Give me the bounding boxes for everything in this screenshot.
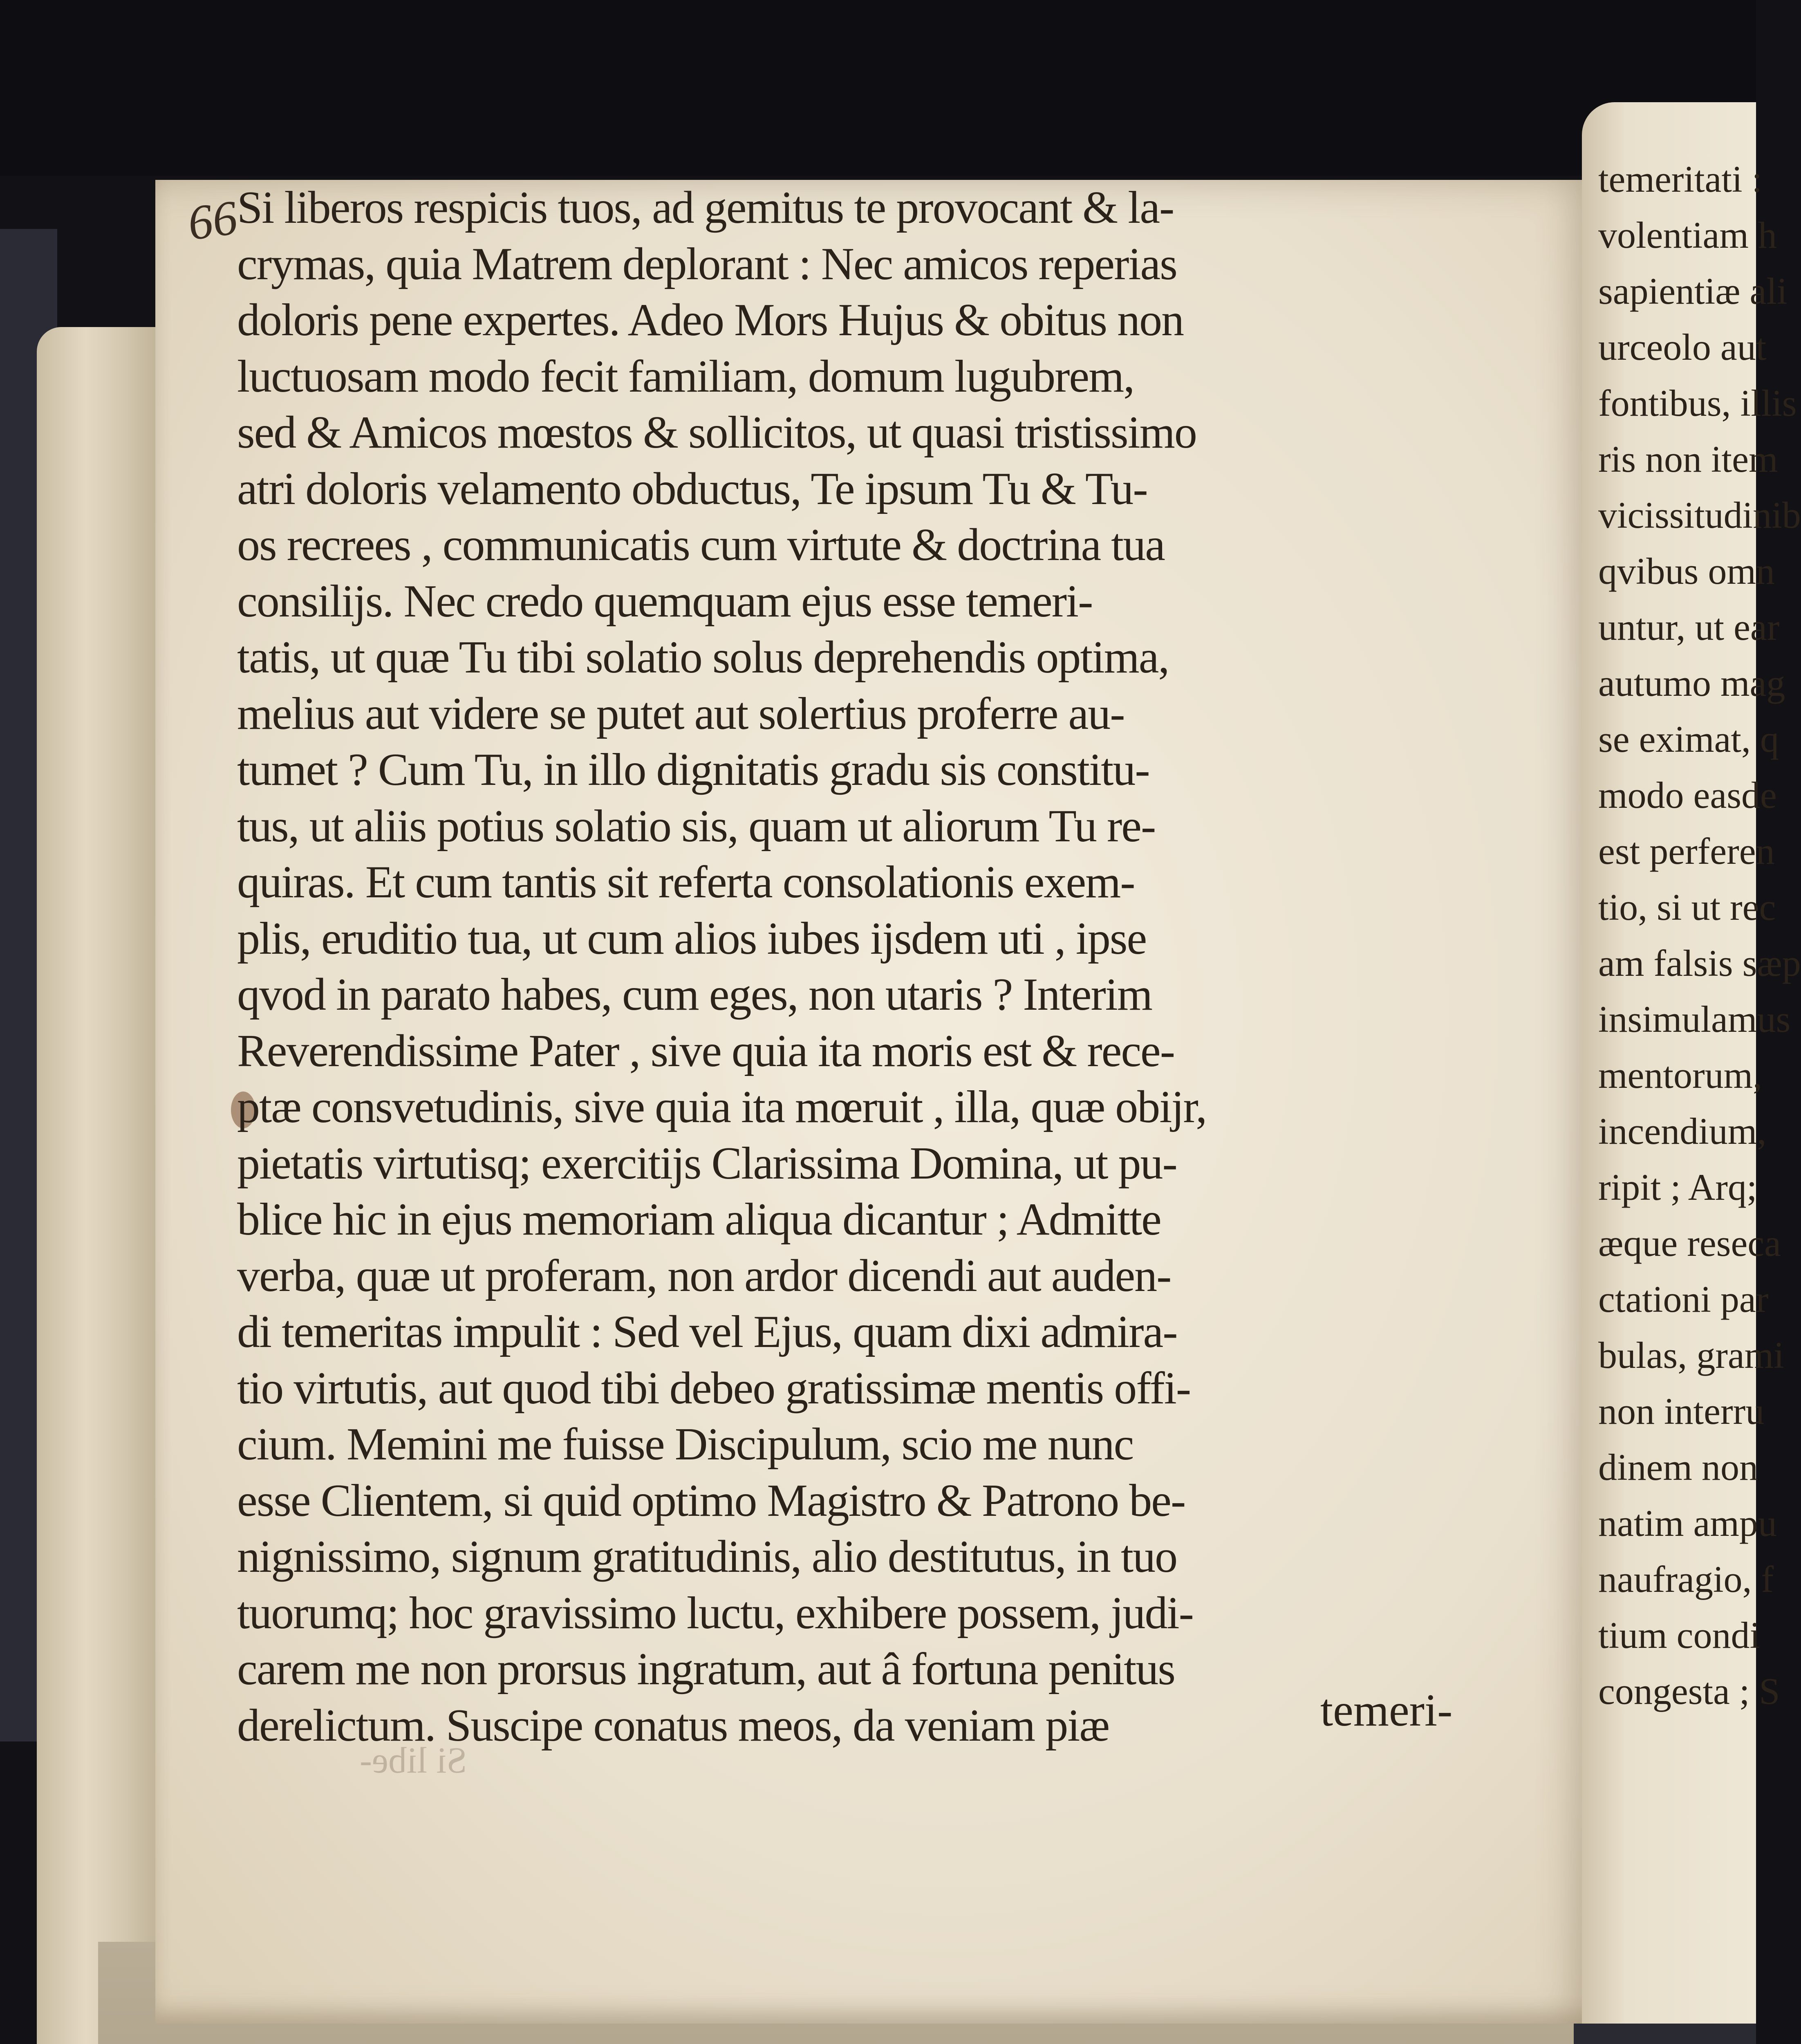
text-line: esse Clientem, si quid optimo Magistro & Patrono be- bbox=[237, 1475, 1185, 1526]
facing-line: ris non item bbox=[1598, 438, 1778, 480]
text-line: os recrees , communicatis cum virtute & doctrina tua bbox=[237, 520, 1165, 570]
book-spine-shadow bbox=[1574, 2024, 1756, 2044]
text-line: Reverendissime Pater , sive quia ita moris est & rece- bbox=[237, 1025, 1175, 1076]
facing-page bbox=[1582, 102, 1801, 2044]
text-line: tus, ut aliis potius solatio sis, quam ut aliorum Tu re- bbox=[237, 800, 1156, 852]
dark-background bbox=[0, 0, 1756, 176]
text-line: blice hic in ejus memoriam aliqua dicantur ; Admitte bbox=[237, 1194, 1161, 1245]
facing-line: naufragio, f bbox=[1598, 1558, 1774, 1600]
facing-line: temeritati : bbox=[1598, 158, 1763, 200]
facing-line: ctationi par bbox=[1598, 1278, 1769, 1320]
facing-line: congesta ; S bbox=[1598, 1670, 1780, 1712]
text-line: verba, quæ ut proferam, non ardor dicendi aut auden- bbox=[237, 1250, 1171, 1301]
facing-line: se eximat, q bbox=[1598, 718, 1779, 760]
page-number: 66 bbox=[184, 190, 241, 251]
facing-line: vicissitudinib bbox=[1598, 494, 1801, 536]
facing-line: untur, ut ear bbox=[1598, 606, 1780, 648]
page-body-text bbox=[237, 180, 1504, 1754]
facing-page-text bbox=[1598, 151, 1801, 1719]
facing-line: ripit ; Arq; bbox=[1598, 1166, 1757, 1208]
page-stack-edge bbox=[37, 327, 159, 2044]
facing-line: sapientiæ ali bbox=[1598, 270, 1788, 312]
text-line: luctuosam modo fecit familiam, domum lugubrem, bbox=[237, 351, 1134, 402]
bleed-through-text: Si libe- bbox=[360, 1740, 467, 1781]
facing-line: tio, si ut rec bbox=[1598, 886, 1776, 928]
text-line: tatis, ut quæ Tu tibi solatio solus deprehendis optima, bbox=[237, 632, 1169, 683]
text-line: tio virtutis, aut quod tibi debeo gratissimæ mentis offi- bbox=[237, 1363, 1191, 1414]
text-line: pietatis virtutisq; exercitijs Clarissima Domina, ut pu- bbox=[237, 1138, 1177, 1189]
text-line: ptæ consvetudinis, sive quia ita mœruit , illa, quæ obijr, bbox=[237, 1082, 1207, 1132]
text-line: tuorumq; hoc gravissimo luctu, exhibere possem, judi- bbox=[237, 1587, 1193, 1638]
facing-line: æque reseca bbox=[1598, 1222, 1781, 1264]
facing-line: am falsis sæp bbox=[1598, 942, 1801, 984]
facing-line: bulas, grami bbox=[1598, 1334, 1784, 1376]
text-line: crymas, quia Matrem deplorant : Nec amicos reperias bbox=[237, 238, 1177, 289]
facing-line: fontibus, illis bbox=[1598, 382, 1797, 424]
text-line: nignissimo, signum gratitudinis, alio destitutus, in tuo bbox=[237, 1531, 1177, 1582]
facing-line: urceolo aut bbox=[1598, 326, 1767, 368]
facing-line: non interru bbox=[1598, 1390, 1765, 1432]
facing-line: mentorum, bbox=[1598, 1054, 1763, 1096]
facing-line: qvibus omn bbox=[1598, 550, 1775, 592]
text-line: cium. Memini me fuisse Discipulum, scio me nunc bbox=[237, 1419, 1133, 1470]
facing-line: insimulamus bbox=[1598, 998, 1791, 1040]
text-line: qvod in parato habes, cum eges, non utaris ? Interim bbox=[237, 969, 1152, 1020]
text-line: atri doloris velamento obductus, Te ipsum Tu & Tu- bbox=[237, 463, 1147, 514]
facing-line: volentiam h bbox=[1598, 214, 1777, 256]
text-line: plis, eruditio tua, ut cum alios iubes ijsdem uti , ipse bbox=[237, 913, 1147, 964]
facing-line: autumo mag bbox=[1598, 662, 1785, 704]
text-line: doloris pene expertes. Adeo Mors Hujus & obitus non bbox=[237, 295, 1184, 345]
text-line: quiras. Et cum tantis sit referta consolationis exem- bbox=[237, 857, 1135, 908]
facing-line: incendium, bbox=[1598, 1110, 1767, 1152]
facing-line: natim ampu bbox=[1598, 1502, 1777, 1544]
text-line: carem me non prorsus ingratum, aut â fortuna penitus bbox=[237, 1644, 1175, 1694]
facing-line: dinem non bbox=[1598, 1446, 1758, 1488]
text-line: tumet ? Cum Tu, in illo dignitatis gradu sis constitu- bbox=[237, 744, 1149, 795]
text-line: consilijs. Nec credo quemquam ejus esse temeri- bbox=[237, 576, 1093, 627]
facing-line: modo easde bbox=[1598, 774, 1777, 816]
text-line: melius aut videre se putet aut solertius proferre au- bbox=[237, 688, 1125, 739]
text-line: di temeritas impulit : Sed vel Ejus, quam dixi admira- bbox=[237, 1307, 1177, 1357]
facing-line: tium condi bbox=[1598, 1614, 1761, 1656]
text-line: Si liberos respicis tuos, ad gemitus te provocant & la- bbox=[237, 182, 1174, 233]
catchword: temeri- bbox=[1320, 1685, 1453, 1736]
facing-line: est perferen bbox=[1598, 830, 1775, 872]
text-line: derelictum. Suscipe conatus meos, da veniam piæ bbox=[237, 1700, 1109, 1751]
text-line: sed & Amicos mœstos & sollicitos, ut quasi tristissimo bbox=[237, 407, 1196, 458]
